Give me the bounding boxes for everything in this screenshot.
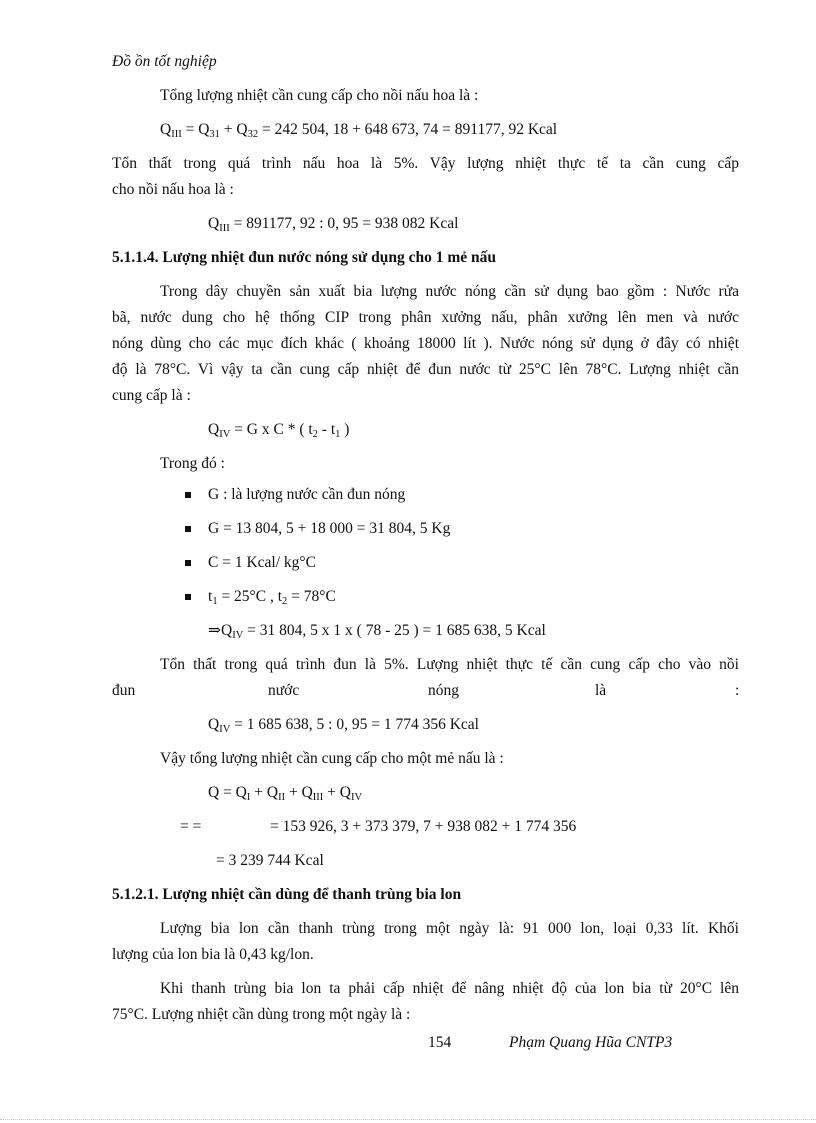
equation-q3-real: $Q_{III} = 891177$, 92 : 0, 95 = 938 082 Kcal xyxy=(208,215,459,234)
bullet-marker xyxy=(185,594,191,600)
equation-q4-real: $Q_{IV} = 1$ 685 638, 5 : 0, 95 = 1 774 356 Kcal xyxy=(208,716,479,735)
paragraph-word: nóng xyxy=(428,682,459,699)
paragraph-text: Tổn thất trong quá trình đun là 5%. Lượng nhiệt thực tế cần cung cấp cho vào nồi xyxy=(160,656,739,673)
paragraph-text: cho nồi nấu hoa là : xyxy=(112,181,234,198)
paragraph-text: lượng của lon bia là 0,43 kg/lon. xyxy=(112,946,314,963)
bullet-marker xyxy=(185,526,191,532)
bullet-text: G = 13 804, 5 + 18 000 = 31 804, 5 Kg xyxy=(208,520,451,537)
paragraph-word: : xyxy=(735,682,740,699)
paragraph-word: là xyxy=(595,682,607,699)
paragraph-text: bã, nước dung cho hệ thống CIP trong phân xưởng nấu, phân xưởng lên men và nước xyxy=(112,309,739,326)
section-heading: 5.1.1.4. Lượng nhiệt đun nước nóng sử dụng cho 1 mẻ nấu xyxy=(112,249,497,266)
paragraph-text: Lượng bia lon cần thanh trùng trong một ngày là: 91 000 lon, loại 0,33 lít. Khối xyxy=(160,920,739,937)
paragraph-text: Tổng lượng nhiệt cần cung cấp cho nồi nấu hoa là : xyxy=(160,87,479,104)
paragraph-word: nước xyxy=(268,682,300,699)
paragraph-text: 75°C. Lượng nhiệt cần dùng trong một ngày là : xyxy=(112,1006,411,1023)
bullet-marker xyxy=(185,560,191,566)
document-header: Đồ ồn tốt nghiệp xyxy=(112,53,217,70)
bullet-text: $t_1 = 25^\circ C$ , $t_2 = 78^\circ C$ xyxy=(208,588,336,607)
paragraph-text: Tổn thất trong quá trình nấu hoa là 5%. Vậy lượng nhiệt thực tế ta cần cung cấp xyxy=(112,155,739,172)
equation-total-values: = 153 926, 3 + 373 379, 7 + 938 082 + 1 774 356 xyxy=(270,818,577,835)
equation-q4-result: $\Rightarrow Q_{IV} = 31$ 804, 5 x 1 x ( 78 - 25 ) = 1 685 638, 5 Kcal xyxy=(208,622,546,641)
paragraph-text: cung cấp là : xyxy=(112,387,191,404)
paragraph-text: nóng dùng cho các mục đích khác ( khoảng 18000 lít ). Nước nóng sử dụng ở đây có nhiệt xyxy=(112,335,739,352)
page-number: 154 xyxy=(428,1034,452,1051)
equation-total-formula: $Q = Q_I + Q_{II} + Q_{III} + Q_{IV}$ xyxy=(208,784,363,803)
equation-total-result: = 3 239 744 Kcal xyxy=(216,852,324,869)
paragraph-text: độ là 78°C. Vì vậy ta cần cung cấp nhiệt để đun nước từ 25°C lên 78°C. Lượng nhiệt cần xyxy=(112,361,739,378)
bullet-marker xyxy=(185,492,191,498)
paragraph-text: Khi thanh trùng bia lon ta phải cấp nhiệt để nâng nhiệt độ của lon bia từ 20°C lên xyxy=(160,980,739,997)
paragraph-text: Trong dây chuyền sản xuất bia lượng nước nóng cần sử dụng bao gồm : Nước rửa xyxy=(160,283,739,300)
paragraph-text: Vậy tổng lượng nhiệt cần cung cấp cho một mẻ nấu là : xyxy=(160,750,504,767)
implies-arrow-icon: ⇒ xyxy=(208,622,221,639)
equation-q4-formula: $Q_{IV} = G$ x C * ( $t_2 - t_1$ ) xyxy=(208,421,350,440)
bullet-text: C = 1 Kcal/ kg°C xyxy=(208,554,316,571)
page-bottom-divider xyxy=(0,1119,816,1120)
equation-equals-marks: = = xyxy=(180,818,202,835)
equation-q3-sum: $Q_{III} = Q_{31} + Q_{32} = 242$ 504, 18 + 648 673, 74 = 891177, 92 Kcal xyxy=(160,121,558,140)
bullet-text: G : là lượng nước cần đun nóng xyxy=(208,486,406,503)
paragraph-word: đun xyxy=(112,682,136,699)
section-heading: 5.1.2.1. Lượng nhiệt cần dùng để thanh trùng bia lon xyxy=(112,886,462,903)
footer-author: Phạm Quang Hũa CNTP3 xyxy=(509,1034,673,1051)
paragraph-text: Trong đó : xyxy=(160,455,225,472)
